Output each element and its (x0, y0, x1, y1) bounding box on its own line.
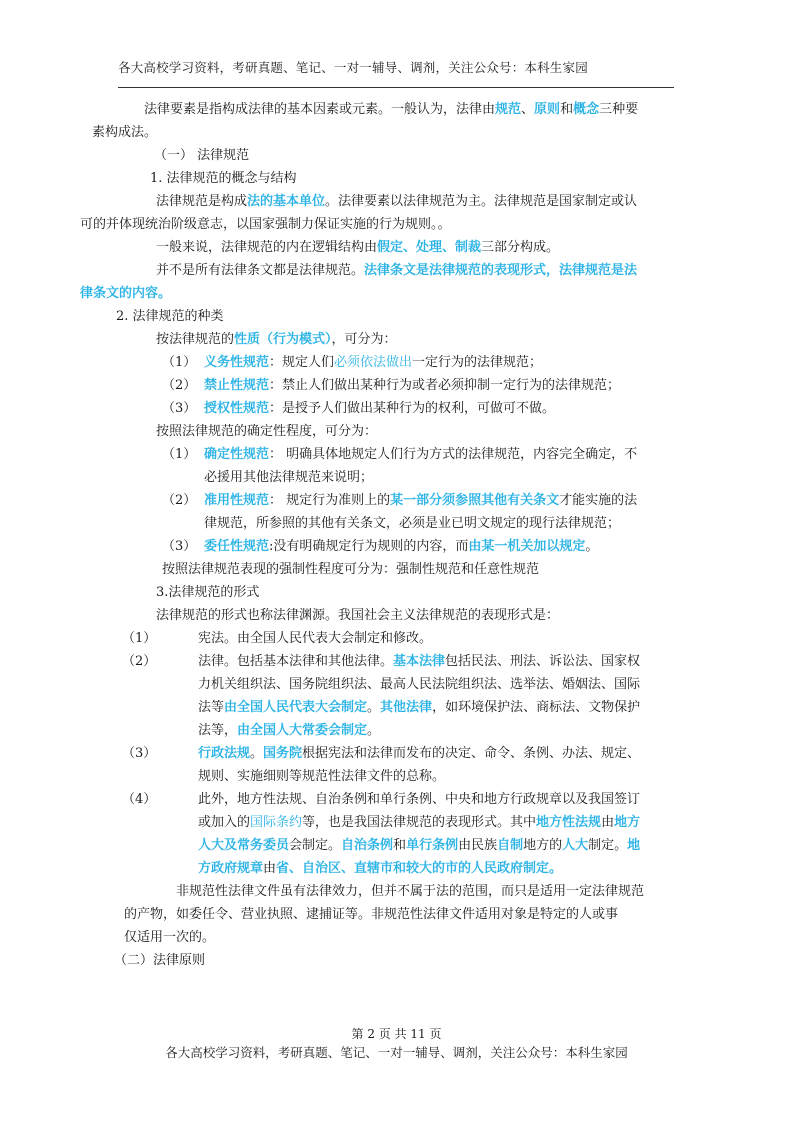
text: ，如环境保护法、商标法、文物保护 (432, 700, 641, 715)
list-item (118, 627, 678, 650)
highlight: 必须依法做出 (334, 355, 413, 370)
subsection-heading-1-3: 3.法律规范的形式 (156, 585, 260, 600)
paragraph-3 (80, 259, 678, 305)
text: 规则、实施细则等规范性法律文件的总称。 (198, 769, 446, 784)
subsection-heading-1-1: 1. 法律规范的概念与结构 (150, 171, 297, 186)
text: 。 (367, 723, 381, 738)
text: 力机关组织法、国务院组织法、最高人民法院组织法、选举法、婚姻法、国际 (198, 677, 641, 692)
highlight: 由全国人民代表大会制定 (224, 700, 368, 715)
text: 根据宪法和法律而发布的决定、命令、条例、办法、规定、 (302, 746, 641, 761)
text: 法等， (198, 723, 238, 738)
highlight: 假定、处理、制裁 (377, 240, 482, 255)
list-item (118, 535, 678, 558)
list-number: （2） (162, 493, 197, 508)
highlight: 准用性规范 (204, 493, 270, 508)
text: 宪法。由全国人民代表大会制定和修改。 (198, 631, 433, 646)
text: 。 (250, 746, 264, 761)
text: ：禁止人们做出某种行为或者必须抑制一定行为的法律规范； (269, 378, 621, 393)
text: 一般来说，法律规范的内在逻辑结构由 (156, 240, 378, 255)
text: ：是授予人们做出某种行为的权利，可做可不做。 (269, 401, 556, 416)
paragraph-2 (118, 236, 678, 259)
text: 才能实施的法 (559, 493, 638, 508)
text: ： 明确具体地规定人们行为方式的法律规范，内容完全确定，不 (269, 447, 638, 462)
list-item (118, 374, 678, 397)
text: 会制定。 (289, 838, 342, 853)
subsection-heading-1-2: 2. 法律规范的种类 (116, 309, 224, 324)
highlight: 授权性规范 (204, 401, 270, 416)
highlight: 委任性规范 (204, 539, 270, 554)
highlight: 单行条例 (406, 838, 459, 853)
list-item (118, 788, 678, 880)
list-number: （3） (122, 746, 157, 761)
page-footer: 各大高校学习资料，考研真题、笔记、一对一辅导、调剂，关注公众号：本科生家园 (165, 1045, 628, 1060)
text: 仅适用一次的。 (124, 930, 216, 945)
text: 法等 (198, 700, 225, 715)
highlight: 禁止性规范 (204, 378, 270, 393)
text: 必援用其他法律规范来说明； (204, 470, 374, 485)
text: 包括民法、刑法、诉讼法、国家权 (445, 654, 641, 669)
text: 三部分构成。 (481, 240, 560, 255)
list-item (118, 489, 678, 535)
text: 制定。 (588, 838, 628, 853)
highlight: 人大 (562, 838, 589, 853)
list-number: （4） (122, 792, 157, 807)
highlight: 地方性法规 (536, 815, 602, 830)
highlight: 基本法律 (393, 654, 446, 669)
highlight: 规范 (495, 102, 522, 117)
text: 的产物，如委任令、营业执照、逮捕证等。非规范性法律文件适用对象是特定的人或事 (124, 907, 619, 922)
page-header: 各大高校学习资料，考研真题、笔记、一对一辅导、调剂，关注公众号：本科生家园 (118, 60, 588, 75)
list-number: （3） (162, 539, 197, 554)
list-item (118, 443, 678, 489)
section-heading-2: （二）法律原则 (114, 953, 206, 968)
text: :没有明确规定行为规则的内容，而 (269, 539, 469, 554)
list-number: （2） (122, 654, 157, 669)
list-item (118, 397, 678, 420)
text: 法律。包括基本法律和其他法律。 (198, 654, 394, 669)
text: 和 (560, 102, 574, 117)
highlight: 自治条例 (341, 838, 394, 853)
text: 由 (263, 861, 277, 876)
list-number: （2） (162, 378, 197, 393)
text: ： 规定行为准则上的 (269, 493, 391, 508)
paragraph-5: 按照法律规范的确定性程度，可分为： (156, 424, 378, 439)
text: ，可分为： (331, 332, 397, 347)
highlight: 原则 (534, 102, 561, 117)
page-number: 第 2 页 共 11 页 (351, 1027, 442, 1041)
highlight: 自制 (497, 838, 524, 853)
paragraph-6: 按照法律规范表现的强制性程度可分为：强制性规范和任意性规范 (162, 562, 540, 577)
highlight: 法的基本单位 (247, 194, 326, 209)
highlight: 方政府规章 (198, 861, 264, 876)
list-item (118, 351, 678, 374)
list-number: （1） (162, 355, 197, 370)
highlight: 省、自治区、直辖市和较大的市的人民政府制定。 (276, 861, 563, 876)
text: 一定行为的法律规范； (412, 355, 543, 370)
highlight: 其他法律 (380, 700, 433, 715)
highlight: 地方 (614, 815, 641, 830)
highlight: 法律条文是法律规范的表现形式，法律规范是法 (364, 263, 638, 278)
text: 非规范性法律文件虽有法律效力，但并不属于法的范围，而只是适用一定法律规范 (176, 884, 645, 899)
text: 由民族 (458, 838, 498, 853)
text: 此外，地方性法规、自治条例和单行条例、中央和地方行政规章以及我国签订 (198, 792, 641, 807)
paragraph-1 (80, 190, 678, 236)
highlight: 某一部分须参照其他有关条文 (390, 493, 560, 508)
text: 等，也是我国法律规范的表现形式。其中 (302, 815, 537, 830)
text: 。 (367, 700, 381, 715)
text: ：规定人们 (269, 355, 335, 370)
intro-paragraph (92, 98, 678, 144)
paragraph-4 (118, 328, 678, 351)
list-item (118, 742, 678, 788)
highlight: 国际条约 (250, 815, 303, 830)
text: 可的并体现统治阶级意志，以国家强制力保证实施的行为规则。。 (80, 217, 451, 232)
text: 三种要 (599, 102, 639, 117)
highlight: 地 (627, 838, 641, 853)
list-item (118, 650, 678, 742)
highlight: 概念 (573, 102, 600, 117)
header-rule (118, 87, 674, 88)
text: 律规范，所参照的其他有关条文，必须是业已明文规定的现行法律规范； (204, 516, 621, 531)
highlight: 律条文的内容。 (80, 286, 172, 301)
highlight: 确定性规范 (204, 447, 270, 462)
highlight: 国务院 (263, 746, 303, 761)
list-number: （1） (162, 447, 197, 462)
text: 法律规范是构成 (156, 194, 248, 209)
text: 由 (601, 815, 615, 830)
text: 、 (521, 102, 535, 117)
highlight: 性质（行为模式） (234, 332, 332, 347)
text: 地方的 (523, 838, 563, 853)
list-number: （1） (122, 631, 157, 646)
section-heading-1: （一） 法律规范 (154, 148, 250, 163)
text: 按法律规范的 (156, 332, 235, 347)
text: 素构成法。 (92, 125, 158, 140)
text: 并不是所有法律条文都是法律规范。 (156, 263, 365, 278)
paragraph-7: 法律规范的形式也称法律渊源。我国社会主义法律规范的表现形式是： (156, 608, 560, 623)
highlight: 由某一机关加以规定 (468, 539, 586, 554)
highlight: 由全国人大常委会制定 (237, 723, 368, 738)
highlight: 人大及常务委员 (198, 838, 290, 853)
text: 。 (585, 539, 599, 554)
text: 法律要素是指构成法律的基本因素或元素。一般认为，法律由 (144, 102, 496, 117)
paragraph-8 (118, 880, 678, 949)
highlight: 义务性规范 (204, 355, 270, 370)
highlight: 行政法规 (198, 746, 251, 761)
text: 和 (393, 838, 407, 853)
list-number: （3） (162, 401, 197, 416)
text: 。法律要素以法律规范为主。法律规范是国家制定或认 (325, 194, 638, 209)
text: 或加入的 (198, 815, 251, 830)
document-body (80, 98, 678, 972)
